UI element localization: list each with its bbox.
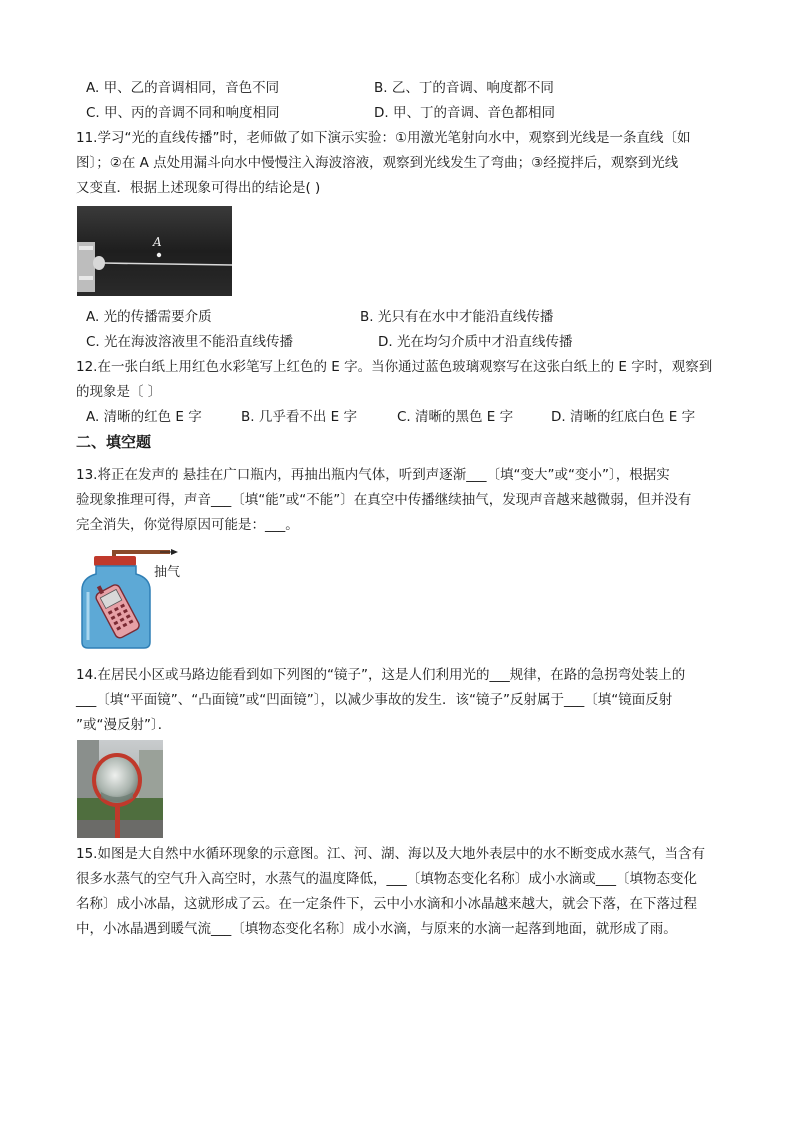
q10-option-c: C. 甲、丙的音调不同和响度相同: [86, 105, 280, 121]
q11-text-line-1: 11.学习“光的直线传播”时，老师做了如下演示实验：①用激光笔射向水中，观察到光线是一条直线〔如: [76, 130, 691, 146]
section-title-fill-blank: 二、填空题: [76, 433, 152, 451]
q15-text-line-2: 很多水蒸气的空气升入高空时，水蒸气的温度降低，___〔填物态变化名称〕成小水滴或___〔填物态变化: [76, 871, 697, 887]
point-a-label: A: [153, 235, 162, 249]
convex-mirror-illustration: [77, 740, 163, 838]
q15-text-line-4: 中，小冰晶遇到暖气流___〔填物态变化名称〕成小水滴，与原来的水滴一起落到地面，就形成了雨。: [76, 921, 677, 937]
q11-option-c: C. 光在海波溶液里不能沿直线传播: [86, 334, 294, 350]
laser-water-figure: [77, 206, 232, 296]
convex-mirror-photo: [77, 740, 163, 838]
q14-text-line-1: 14.在居民小区或马路边能看到如下列图的“镜子”，这是人们利用光的___规律，在路的急拐弯处装上的: [76, 667, 686, 683]
q14-text-line-3: ”或“漫反射”〕．: [76, 717, 172, 733]
q11-text-line-2: 图〕；②在 A 点处用漏斗向水中慢慢注入海波溶液，观察到光线发生了弯曲；③经搅拌后，观察到光线: [76, 155, 679, 171]
q14-text-line-2: ___〔填“平面镜”、“凸面镜”或“凹面镜”〕，以减少事故的发生．该“镜子”反射属于___〔填“镜面反射: [76, 692, 673, 708]
pump-label: 抽气: [154, 565, 181, 580]
q13-text-line-3: 完全消失，你觉得原因可能是：___。: [76, 517, 299, 533]
q12-option-c: C. 清晰的黑色 E 字: [397, 409, 514, 425]
q13-text-line-2: 验现象推理可得，声音___〔填“能”或“不能”〕在真空中传播继续抽气，发现声音越来越微弱，但并没有: [76, 492, 692, 508]
q15-text-line-3: 名称〕成小冰晶，这就形成了云。在一定条件下，云中小水滴和小冰晶越来越大，就会下落，在下落过程: [76, 896, 697, 912]
q13-text-line-1: 13.将正在发声的 悬挂在广口瓶内，再抽出瓶内气体，听到声逐渐___〔填“变大”或“变小”〕，根据实: [76, 467, 670, 483]
q10-option-b: B. 乙、丁的音调、响度都不同: [374, 80, 554, 96]
laser-water-illustration: [77, 206, 232, 296]
q12-option-b: B. 几乎看不出 E 字: [241, 409, 357, 425]
q11-text-line-3: 又变直．根据上述现象可得出的结论是( ): [76, 180, 321, 196]
q10-option-d: D. 甲、丁的音调、音色都相同: [374, 105, 555, 121]
q15-text-line-1: 15.如图是大自然中水循环现象的示意图。江、河、湖、海以及大地外表层中的水不断变成水蒸气，当含有: [76, 846, 705, 862]
q12-option-d: D. 清晰的红底白色 E 字: [551, 409, 696, 425]
q11-option-b: B. 光只有在水中才能沿直线传播: [360, 309, 554, 325]
q11-option-d: D. 光在均匀介质中才沿直线传播: [378, 334, 573, 350]
vacuum-jar-figure: [80, 546, 190, 650]
q11-option-a: A. 光的传播需要介质: [86, 309, 212, 325]
q12-text-line-2: 的现象是〔 〕: [76, 384, 162, 400]
q10-option-a: A. 甲、乙的音调相同，音色不同: [86, 80, 280, 96]
jar-phone-illustration: [80, 546, 190, 650]
q12-option-a: A. 清晰的红色 E 字: [86, 409, 202, 425]
q12-text-line-1: 12.在一张白纸上用红色水彩笔写上红色的 E 字。当你通过蓝色玻璃观察写在这张白纸上的 E 字时，观察到: [76, 359, 713, 375]
